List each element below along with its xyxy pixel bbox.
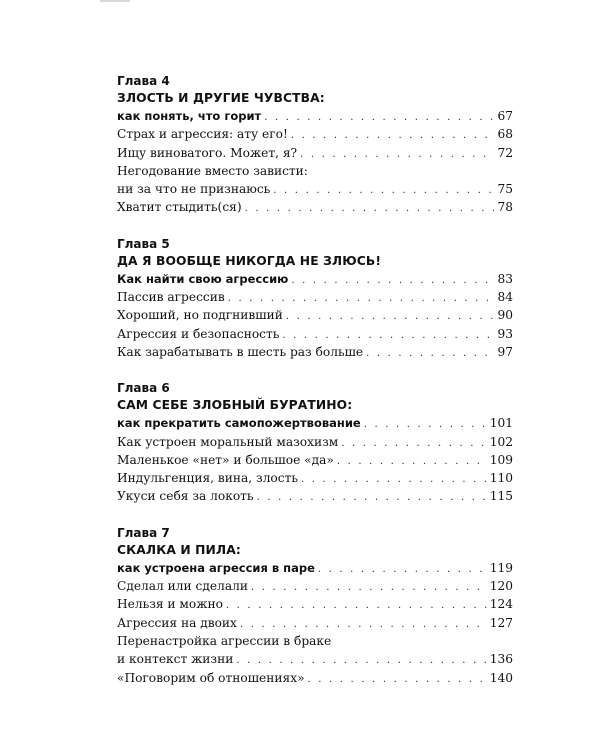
dot-leader [226, 597, 487, 615]
dot-leader [364, 416, 487, 434]
entry-title: Как зарабатывать в шесть раз больше [117, 344, 364, 359]
chapter-5 [117, 236, 513, 361]
page-number: 124 [489, 597, 513, 612]
page-number: 101 [489, 416, 513, 431]
toc-entry[interactable] [117, 451, 513, 469]
page-number: 68 [497, 127, 513, 142]
entry-title: Агрессия и безопасность [117, 326, 280, 341]
dot-leader [251, 579, 487, 597]
chapter-title: САМ СЕБЕ ЗЛОБНЫЙ БУРАТИНО: [117, 398, 353, 413]
entry-title: Хватит стыдить(ся) [117, 200, 242, 215]
dot-leader [273, 182, 494, 200]
page-number: 110 [489, 471, 513, 486]
entry-title: «Поговорим об отношениях» [117, 670, 305, 685]
chapter-label: Глава 6 [117, 381, 170, 396]
toc-entry[interactable] [117, 433, 513, 451]
page-number: 119 [489, 560, 513, 575]
page-number: 75 [497, 182, 513, 197]
toc-entry[interactable] [117, 650, 513, 668]
toc-entry[interactable] [117, 487, 513, 505]
page-number: 83 [497, 271, 513, 286]
chapter-title: ДА Я ВООБЩЕ НИКОГДА НЕ ЗЛЮСЬ! [117, 253, 382, 268]
page-number: 78 [497, 200, 513, 215]
page-number: 72 [497, 145, 513, 160]
toc-entry[interactable] [117, 306, 513, 324]
dot-leader [341, 435, 487, 453]
entry-title: Ищу виноватого. Может, я? [117, 145, 298, 160]
entry-title: Как устроен моральный мазохизм [117, 434, 339, 449]
entry-title: Как найти свою агрессию [117, 271, 289, 286]
toc-entry[interactable] [117, 270, 513, 288]
page-number: 140 [489, 670, 513, 685]
toc-entry[interactable] [117, 614, 513, 632]
entry-title: ни за что не признаюсь [117, 182, 271, 197]
dot-leader [264, 109, 494, 127]
toc-entry[interactable] [117, 595, 513, 613]
chapter-label: Глава 4 [117, 74, 170, 88]
toc-entry[interactable] [117, 288, 513, 306]
page-number: 90 [497, 308, 513, 323]
toc-entry[interactable] [117, 577, 513, 595]
chapter-4 [117, 73, 513, 217]
entry-title: Индульгенция, вина, злость [117, 471, 298, 486]
toc-entry[interactable] [117, 343, 513, 361]
page-number: 136 [489, 652, 513, 667]
dot-leader [366, 345, 494, 363]
page-number: 97 [497, 344, 513, 359]
chapter-label: Глава 5 [117, 236, 170, 251]
chapter-6 [117, 380, 513, 505]
dot-leader [291, 127, 495, 145]
toc-entry[interactable] [117, 559, 513, 577]
entry-title: Страх и агрессия: ату его! [117, 127, 288, 142]
page-number: 127 [489, 615, 513, 630]
toc-entry[interactable] [117, 107, 513, 125]
entry-title: Пассив агрессив [117, 290, 225, 305]
toc-entry[interactable] [117, 669, 513, 687]
toc-entry[interactable] [117, 198, 513, 216]
entry-title: как прекратить самопожертвование [117, 416, 361, 431]
dot-leader [318, 561, 487, 579]
page-top-mark [100, 0, 130, 2]
entry-title: Хороший, но подгнивший [117, 308, 283, 323]
dot-leader [257, 489, 487, 507]
entry-title: и контекст жизни [117, 652, 234, 667]
entry-title: Сделал или сделали [117, 579, 248, 594]
entry-title-line: Перенастройка агрессии в браке [117, 633, 332, 648]
page-number: 67 [497, 109, 513, 123]
page-number: 102 [489, 434, 513, 449]
dot-leader [291, 272, 494, 290]
entry-title: Укуси себя за локоть [117, 489, 254, 504]
table-of-contents [117, 73, 513, 706]
dot-leader [245, 200, 495, 218]
toc-entry[interactable] [117, 180, 513, 198]
dot-leader [337, 453, 487, 471]
entry-title-line: Негодование вместо зависти: [117, 163, 308, 178]
toc-entry[interactable] [117, 144, 513, 162]
chapter-label: Глава 7 [117, 525, 170, 540]
toc-entry[interactable] [117, 469, 513, 487]
dot-leader [308, 671, 487, 689]
entry-title: как устроена агрессия в паре [117, 560, 315, 575]
page-number: 109 [489, 452, 513, 467]
dot-leader [300, 146, 494, 164]
page-number: 120 [489, 579, 513, 594]
entry-title: Маленькое «нет» и большое «да» [117, 452, 334, 467]
chapter-title: ЗЛОСТЬ И ДРУГИЕ ЧУВСТВА: [117, 91, 325, 105]
toc-entry[interactable] [117, 125, 513, 143]
dot-leader [286, 308, 495, 326]
entry-title: Нельзя и можно [117, 597, 223, 612]
chapter-7 [117, 525, 513, 687]
entry-title: как понять, что горит [117, 109, 262, 123]
toc-entry[interactable] [117, 325, 513, 343]
page-number: 84 [497, 290, 513, 305]
toc-entry[interactable] [117, 414, 513, 432]
chapter-title: СКАЛКА И ПИЛА: [117, 542, 241, 557]
page-number: 93 [497, 326, 513, 341]
entry-title: Агрессия на двоих [117, 615, 237, 630]
page-number: 115 [489, 489, 513, 504]
dot-leader [301, 471, 487, 489]
